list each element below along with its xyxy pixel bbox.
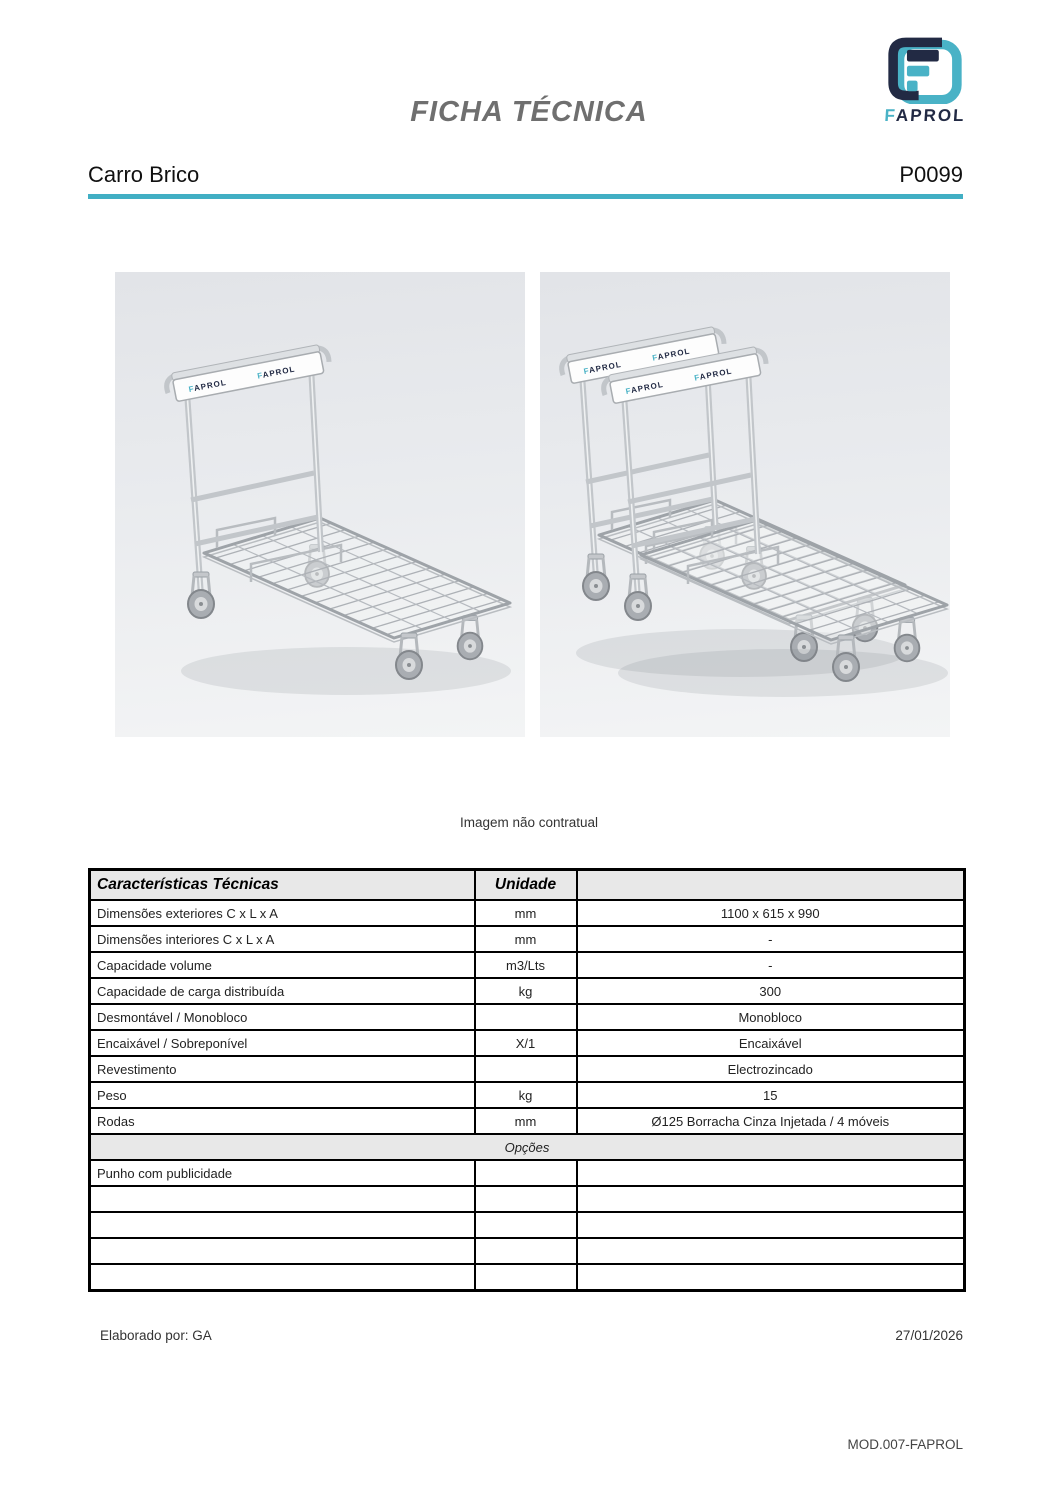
spec-value: Monobloco	[577, 1004, 965, 1030]
spec-unit: mm	[475, 900, 577, 926]
spec-value: 1100 x 615 x 990	[577, 900, 965, 926]
table-row	[90, 900, 965, 926]
spec-unit: mm	[475, 926, 577, 952]
spec-unit: m3/Lts	[475, 952, 577, 978]
options-section-title: Opções	[90, 1134, 965, 1160]
option-value	[577, 1238, 965, 1264]
product-image-single	[115, 272, 525, 737]
product-name: Carro Brico	[88, 162, 200, 187]
option-label	[90, 1264, 475, 1291]
spec-label: Capacidade volume	[90, 952, 475, 978]
faprol-logo-icon	[886, 36, 964, 104]
issue-date: 27/01/2026	[895, 1328, 963, 1343]
spec-value: Ø125 Borracha Cinza Injetada / 4 móveis	[577, 1108, 965, 1134]
spec-unit: kg	[475, 978, 577, 1004]
option-value	[577, 1264, 965, 1291]
product-images	[88, 272, 963, 737]
spec-unit	[475, 1056, 577, 1082]
table-row	[90, 952, 965, 978]
spec-value: Encaixável	[577, 1030, 965, 1056]
table-row	[90, 1186, 965, 1212]
spec-table	[88, 868, 966, 1292]
option-unit	[475, 1212, 577, 1238]
table-row	[90, 1056, 965, 1082]
document-code: MOD.007-FAPROL	[847, 1437, 963, 1452]
option-label: Punho com publicidade	[90, 1160, 475, 1186]
spec-unit	[475, 1004, 577, 1030]
spec-label: Rodas	[90, 1108, 475, 1134]
header-unit: Unidade	[475, 870, 577, 901]
spec-label: Desmontável / Monobloco	[90, 1004, 475, 1030]
product-image-nested	[540, 272, 950, 737]
spec-label: Revestimento	[90, 1056, 475, 1082]
table-row	[90, 1160, 965, 1186]
spec-label: Peso	[90, 1082, 475, 1108]
option-value	[577, 1212, 965, 1238]
spec-label: Dimensões interiores C x L x A	[90, 926, 475, 952]
wordmark-initial: F	[883, 106, 897, 125]
page-title: FICHA TÉCNICA	[410, 96, 648, 128]
product-header	[88, 162, 963, 199]
elaborated-by: Elaborado por: GA	[100, 1328, 212, 1343]
header-characteristics: Características Técnicas	[90, 870, 475, 901]
wordmark-rest: APROL	[895, 106, 967, 125]
option-unit	[475, 1264, 577, 1291]
table-row	[90, 978, 965, 1004]
spec-value: 15	[577, 1082, 965, 1108]
spec-label: Encaixável / Sobreponível	[90, 1030, 475, 1056]
spec-value: -	[577, 952, 965, 978]
option-label	[90, 1212, 475, 1238]
header-value	[577, 870, 965, 901]
image-disclaimer: Imagem não contratual	[459, 815, 599, 830]
option-label	[90, 1238, 475, 1264]
table-row	[90, 1030, 965, 1056]
table-row	[90, 926, 965, 952]
option-unit	[475, 1238, 577, 1264]
spec-label: Dimensões exteriores C x L x A	[90, 900, 475, 926]
options-header-row	[90, 1134, 965, 1160]
table-row	[90, 1082, 965, 1108]
option-unit	[475, 1160, 577, 1186]
spec-value: 300	[577, 978, 965, 1004]
spec-unit: kg	[475, 1082, 577, 1108]
table-row	[90, 1212, 965, 1238]
table-row	[90, 1004, 965, 1030]
footer-meta	[100, 1328, 963, 1343]
spec-label: Capacidade de carga distribuída	[90, 978, 475, 1004]
product-code: P0099	[899, 162, 963, 187]
spec-value: -	[577, 926, 965, 952]
table-row	[90, 1238, 965, 1264]
table-row	[90, 1264, 965, 1291]
spec-unit: X/1	[475, 1030, 577, 1056]
table-header-row	[90, 870, 965, 901]
spec-value: Electrozincado	[577, 1056, 965, 1082]
table-row	[90, 1108, 965, 1134]
option-label	[90, 1186, 475, 1212]
option-value	[577, 1186, 965, 1212]
option-value	[577, 1160, 965, 1186]
option-unit	[475, 1186, 577, 1212]
spec-unit: mm	[475, 1108, 577, 1134]
